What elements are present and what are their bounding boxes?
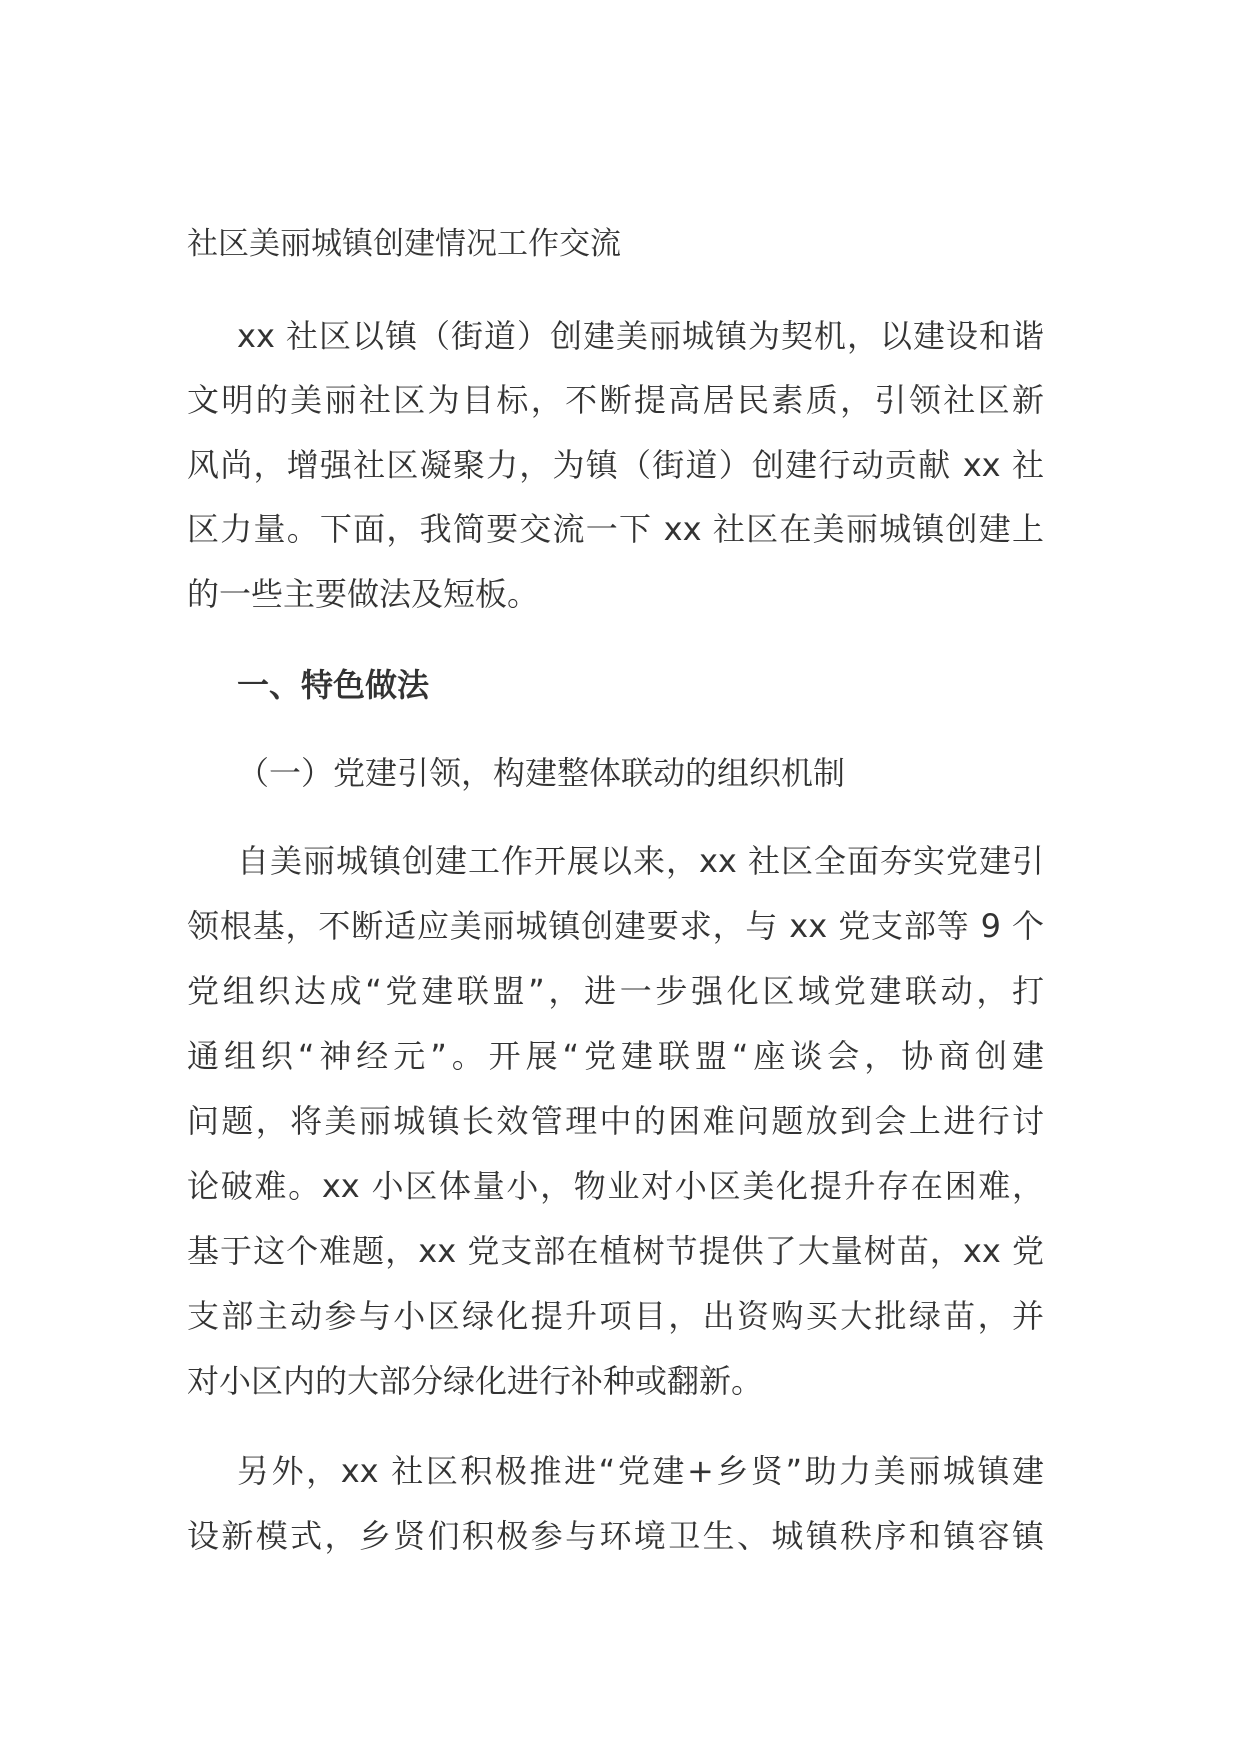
text-line: 风尚，增强社区凝聚力，为镇（街道）创建行动贡献 xx 社: [187, 446, 1044, 484]
text-line: 自美丽城镇创建工作开展以来，xx 社区全面夯实党建引: [237, 842, 1044, 880]
text-line: xx 社区以镇（街道）创建美丽城镇为契机，以建设和谐: [237, 317, 1044, 355]
text-line: 通组织“神经元”。开展“党建联盟“座谈会，协商创建: [187, 1037, 1044, 1075]
text-line: 支部主动参与小区绿化提升项目，出资购买大批绿苗，并: [187, 1297, 1044, 1335]
text-line: 基于这个难题，xx 党支部在植树节提供了大量树苗，xx 党: [187, 1232, 1044, 1270]
text-line: 论破难。xx 小区体量小，物业对小区美化提升存在困难，: [187, 1167, 1044, 1205]
text-line: 设新模式，乡贤们积极参与环境卫生、城镇秩序和镇容镇: [187, 1517, 1044, 1555]
text-line: 区力量。下面，我简要交流一下 xx 社区在美丽城镇创建上: [187, 510, 1044, 548]
text-line: 党组织达成“党建联盟”，进一步强化区域党建联动，打: [187, 972, 1044, 1010]
subsection-heading: （一）党建引领，构建整体联动的组织机制: [237, 754, 846, 792]
text-line: 对小区内的大部分绿化进行补种或翻新。: [187, 1362, 764, 1400]
section-heading: 一、特色做法: [237, 666, 430, 704]
document-title: 社区美丽城镇创建情况工作交流: [187, 226, 621, 262]
text-line: 的一些主要做法及短板。: [187, 575, 540, 613]
text-line: 另外，xx 社区积极推进“党建+乡贤”助力美丽城镇建: [237, 1452, 1044, 1490]
text-line: 文明的美丽社区为目标，不断提高居民素质，引领社区新: [187, 381, 1044, 419]
text-line: 领根基，不断适应美丽城镇创建要求，与 xx 党支部等 9 个: [187, 907, 1044, 945]
text-line: 问题，将美丽城镇长效管理中的困难问题放到会上进行讨: [187, 1102, 1044, 1140]
